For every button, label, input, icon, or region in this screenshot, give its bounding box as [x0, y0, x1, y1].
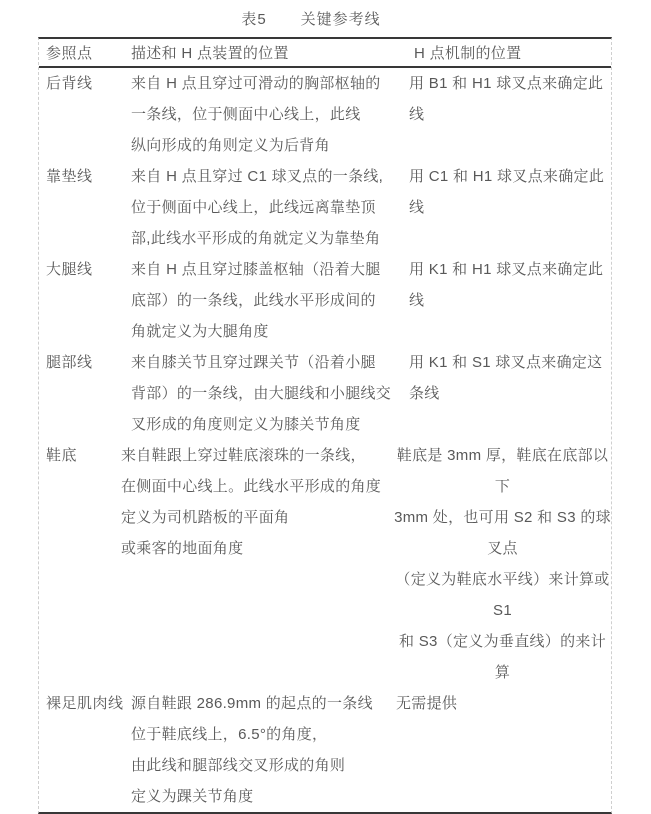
column-header-description: 描述和 H 点装置的位置	[131, 45, 289, 62]
reference-point-cell: 靠垫线	[46, 168, 93, 185]
description-cell: 源自鞋跟 286.9mm 的起点的一条线 位于鞋底线上，6.5°的角度， 由此线和腿部线交叉形成的角则 定义为踝关节角度	[131, 695, 373, 805]
description-cell: 来自 H 点且穿过可滑动的胸部枢轴的 一条线，位于侧面中心线上，此线 纵向形成的角则定义为后背角	[131, 75, 381, 154]
reference-point-cell: 腿部线	[46, 354, 93, 371]
table-row	[39, 688, 611, 812]
table-row	[39, 440, 611, 688]
mechanism-cell: 无需提供	[396, 695, 458, 712]
table-header-row	[39, 39, 611, 68]
reference-point-cell: 裸足肌肉线	[46, 695, 124, 712]
reference-point-cell: 大腿线	[46, 261, 93, 278]
description-cell: 来自 H 点且穿过 C1 球叉点的一条线, 位于侧面中心线上，此线远离靠垫顶 部,此线水平形成的角就定义为靠垫角	[131, 168, 384, 247]
table-body	[39, 68, 611, 812]
reference-point-cell: 后背线	[46, 75, 93, 92]
table-row	[39, 254, 611, 347]
table-row	[39, 347, 611, 440]
table-row	[39, 161, 611, 254]
mechanism-cell: 用 K1 和 H1 球叉点来确定此线	[409, 261, 604, 309]
reference-point-cell: 鞋底	[46, 447, 78, 464]
reference-lines-table	[38, 37, 612, 814]
table-number: 表5	[241, 11, 267, 28]
mechanism-cell: 用 B1 和 H1 球叉点来确定此线	[409, 75, 604, 123]
column-header-reference-point: 参照点	[46, 45, 93, 62]
description-cell: 来自 H 点且穿过膝盖枢轴（沿着大腿 底部）的一条线，此线水平形成间的 角就定义为大腿角度	[131, 261, 381, 340]
column-header-mechanism-position: H 点机制的位置	[414, 45, 522, 62]
mechanism-cell: 鞋底是 3mm 厚，鞋底在底部以下 3mm 处，也可用 S2 和 S3 的球叉点 （定义为鞋底水平线）来计算或 S1 和 S3（定义为垂直线）的来计算	[394, 447, 611, 681]
table-row	[39, 68, 611, 161]
description-cell: 来自膝关节且穿过踝关节（沿着小腿 背部）的一条线，由大腿线和小腿线交 叉形成的角度则定义为膝关节角度	[131, 354, 392, 433]
mechanism-cell: 用 K1 和 S1 球叉点来确定这条线	[409, 354, 603, 402]
table-title	[38, 0, 584, 37]
table-title-text: 关键参考线	[300, 11, 381, 28]
mechanism-cell: 用 C1 和 H1 球叉点来确定此线	[409, 168, 605, 216]
description-cell: 来自鞋跟上穿过鞋底滚珠的一条线， 在侧面中心线上。此线水平形成的角度 定义为司机踏板的平面角 或乘客的地面角度	[121, 447, 382, 557]
